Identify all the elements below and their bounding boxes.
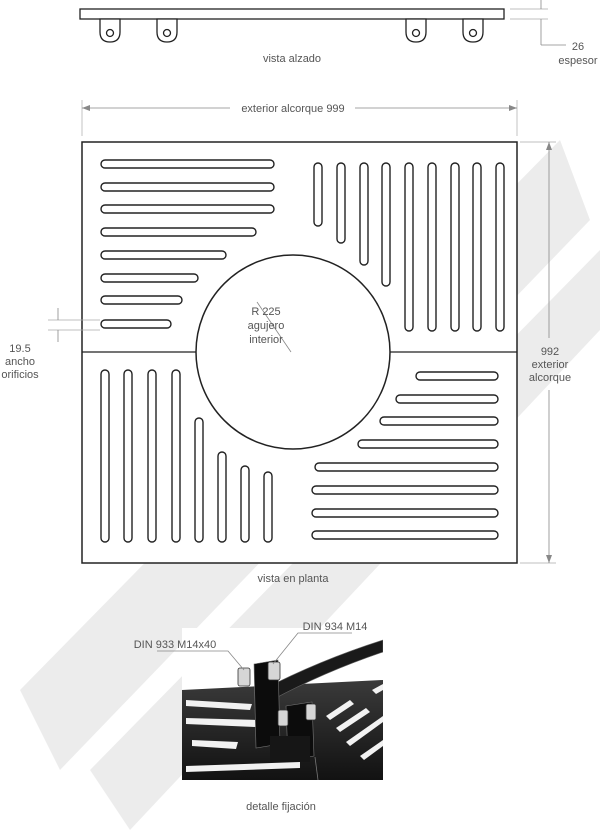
slot-bottom-right-2 xyxy=(396,395,498,403)
plan-caption: vista en planta xyxy=(257,573,329,585)
slot-top-right-7 xyxy=(451,163,459,331)
hole-label-1: agujero xyxy=(247,320,285,332)
slot-bottom-left-8 xyxy=(264,472,272,542)
slot-bottom-left-1 xyxy=(101,370,109,542)
slot-top-left-4 xyxy=(101,228,256,236)
slot-bottom-right-4 xyxy=(358,440,498,448)
slot-top-left-2 xyxy=(101,183,274,191)
slot-top-left-6 xyxy=(101,274,198,282)
thickness-label: espesor xyxy=(558,55,598,67)
slot-bottom-right-7 xyxy=(312,509,498,517)
elevation-view xyxy=(80,0,598,67)
width-dimension-label: exterior alcorque 999 xyxy=(241,103,345,115)
slot-bottom-right-3 xyxy=(380,417,498,425)
detail-caption: detalle fijación xyxy=(246,801,316,813)
hole-label-2: interior xyxy=(249,334,283,346)
bolt-label: DIN 933 M14x40 xyxy=(133,639,217,651)
slot-top-right-8 xyxy=(473,163,481,331)
slot-bottom-right-6 xyxy=(312,486,498,494)
slot-top-right-6 xyxy=(428,163,436,331)
slot-bottom-left-3 xyxy=(148,370,156,542)
slot-top-left-1 xyxy=(101,160,274,168)
slot-top-right-4 xyxy=(382,163,390,286)
slot-bottom-right-8 xyxy=(312,531,498,539)
elevation-plate xyxy=(80,9,504,19)
slot-width-label-1: ancho xyxy=(5,356,35,368)
slot-width-label-2: orificios xyxy=(1,369,39,381)
slot-bottom-right-1 xyxy=(416,372,498,380)
elevation-caption: vista alzado xyxy=(262,53,322,65)
slot-bottom-right-5 xyxy=(315,463,498,471)
elevation-lugs xyxy=(100,19,483,42)
slot-top-right-1 xyxy=(314,163,322,226)
slot-bottom-left-2 xyxy=(124,370,132,542)
slot-top-left-3 xyxy=(101,205,274,213)
slot-width-value: 19.5 xyxy=(9,343,31,355)
slot-bottom-left-4 xyxy=(172,370,180,542)
height-label-2: alcorque xyxy=(528,372,572,384)
nut-label: DIN 934 M14 xyxy=(302,621,368,633)
plan-view xyxy=(1,100,571,585)
thickness-value: 26 xyxy=(571,41,585,53)
slot-top-right-3 xyxy=(360,163,368,265)
center-hole xyxy=(196,255,390,449)
slot-bottom-left-6 xyxy=(218,452,226,542)
height-value: 992 xyxy=(540,346,560,358)
slot-top-left-8 xyxy=(101,320,171,328)
slot-bottom-left-5 xyxy=(195,418,203,542)
slot-top-right-5 xyxy=(405,163,413,331)
slot-top-right-2 xyxy=(337,163,345,243)
slot-top-left-5 xyxy=(101,251,226,259)
height-label-1: exterior xyxy=(531,359,569,371)
thickness-dimension xyxy=(510,0,566,45)
radius-label: R 225 xyxy=(251,306,281,318)
slot-top-right-9 xyxy=(496,163,504,331)
slot-top-left-7 xyxy=(101,296,182,304)
slot-bottom-left-7 xyxy=(241,466,249,542)
